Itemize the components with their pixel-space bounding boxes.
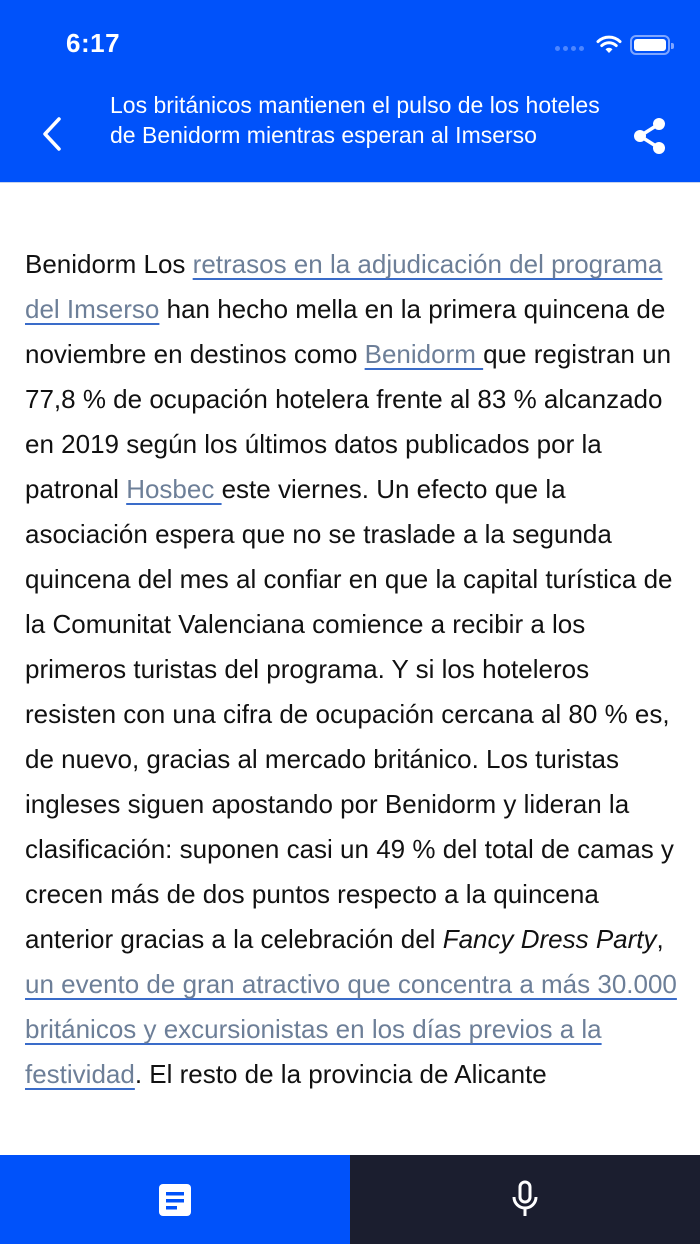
article-italic-event: Fancy Dress Party: [442, 924, 657, 954]
back-button[interactable]: [30, 112, 74, 156]
status-time: 6:17: [66, 28, 121, 58]
signal-dots-icon: [555, 46, 584, 51]
article-title: Los británicos mantienen el pulso de los hoteles de Benidorm mientras esperan al Imserso: [110, 92, 600, 148]
tab-audio-mode[interactable]: [350, 1155, 700, 1244]
article-text: que registran un 77,8 % de ocupación hotelera frente al 83 % alcanzado en 2019 según los últimos datos publicados por la patronal: [25, 339, 672, 504]
article-link-fancy-dress[interactable]: un evento de gran atractivo que concentra a más 30.000 británicos y excursionistas en los días previos a la festividad: [25, 969, 677, 1089]
article-link-benidorm[interactable]: Benidorm: [364, 339, 484, 369]
share-button[interactable]: [626, 112, 674, 160]
share-icon: [632, 117, 668, 155]
document-icon: [157, 1182, 193, 1218]
microphone-icon: [510, 1180, 540, 1220]
article-text: . El resto de la provincia de Alicante: [134, 1059, 547, 1089]
bottom-tab-bar: [0, 1155, 700, 1244]
tab-text-mode[interactable]: [0, 1155, 350, 1244]
article-link-imserso[interactable]: retrasos en la adjudicación del programa del Imserso: [25, 249, 663, 324]
chevron-left-icon: [40, 116, 64, 152]
wifi-icon: [596, 35, 622, 55]
battery-icon: [630, 35, 670, 55]
article-text: Benidorm Los: [25, 249, 193, 279]
app-header: [0, 0, 700, 183]
status-icons: [555, 34, 670, 56]
article-text: ,: [656, 924, 664, 954]
article-text: han hecho mella en la primera quincena de noviembre en destinos como: [25, 294, 666, 369]
article-body: [25, 242, 685, 1097]
article-link-hosbec[interactable]: Hosbec: [126, 474, 222, 504]
article-text: este viernes. Un efecto que la asociación espera que no se traslade a la segunda quincena del mes al confiar en que la capital turística de la Comunitat Valenciana comience a recibir a los primeros turistas del programa. Y si los hoteleros resisten con una cifra de ocupación cercana al 80 % es, de nuevo, gracias al mercado británico. Los turistas ingleses siguen apostando por Benidorm y lideran la clasificación: suponen casi un 49 % del total de camas y crecen más de dos puntos respecto a la quincena anterior gracias a la celebración del: [25, 474, 674, 954]
